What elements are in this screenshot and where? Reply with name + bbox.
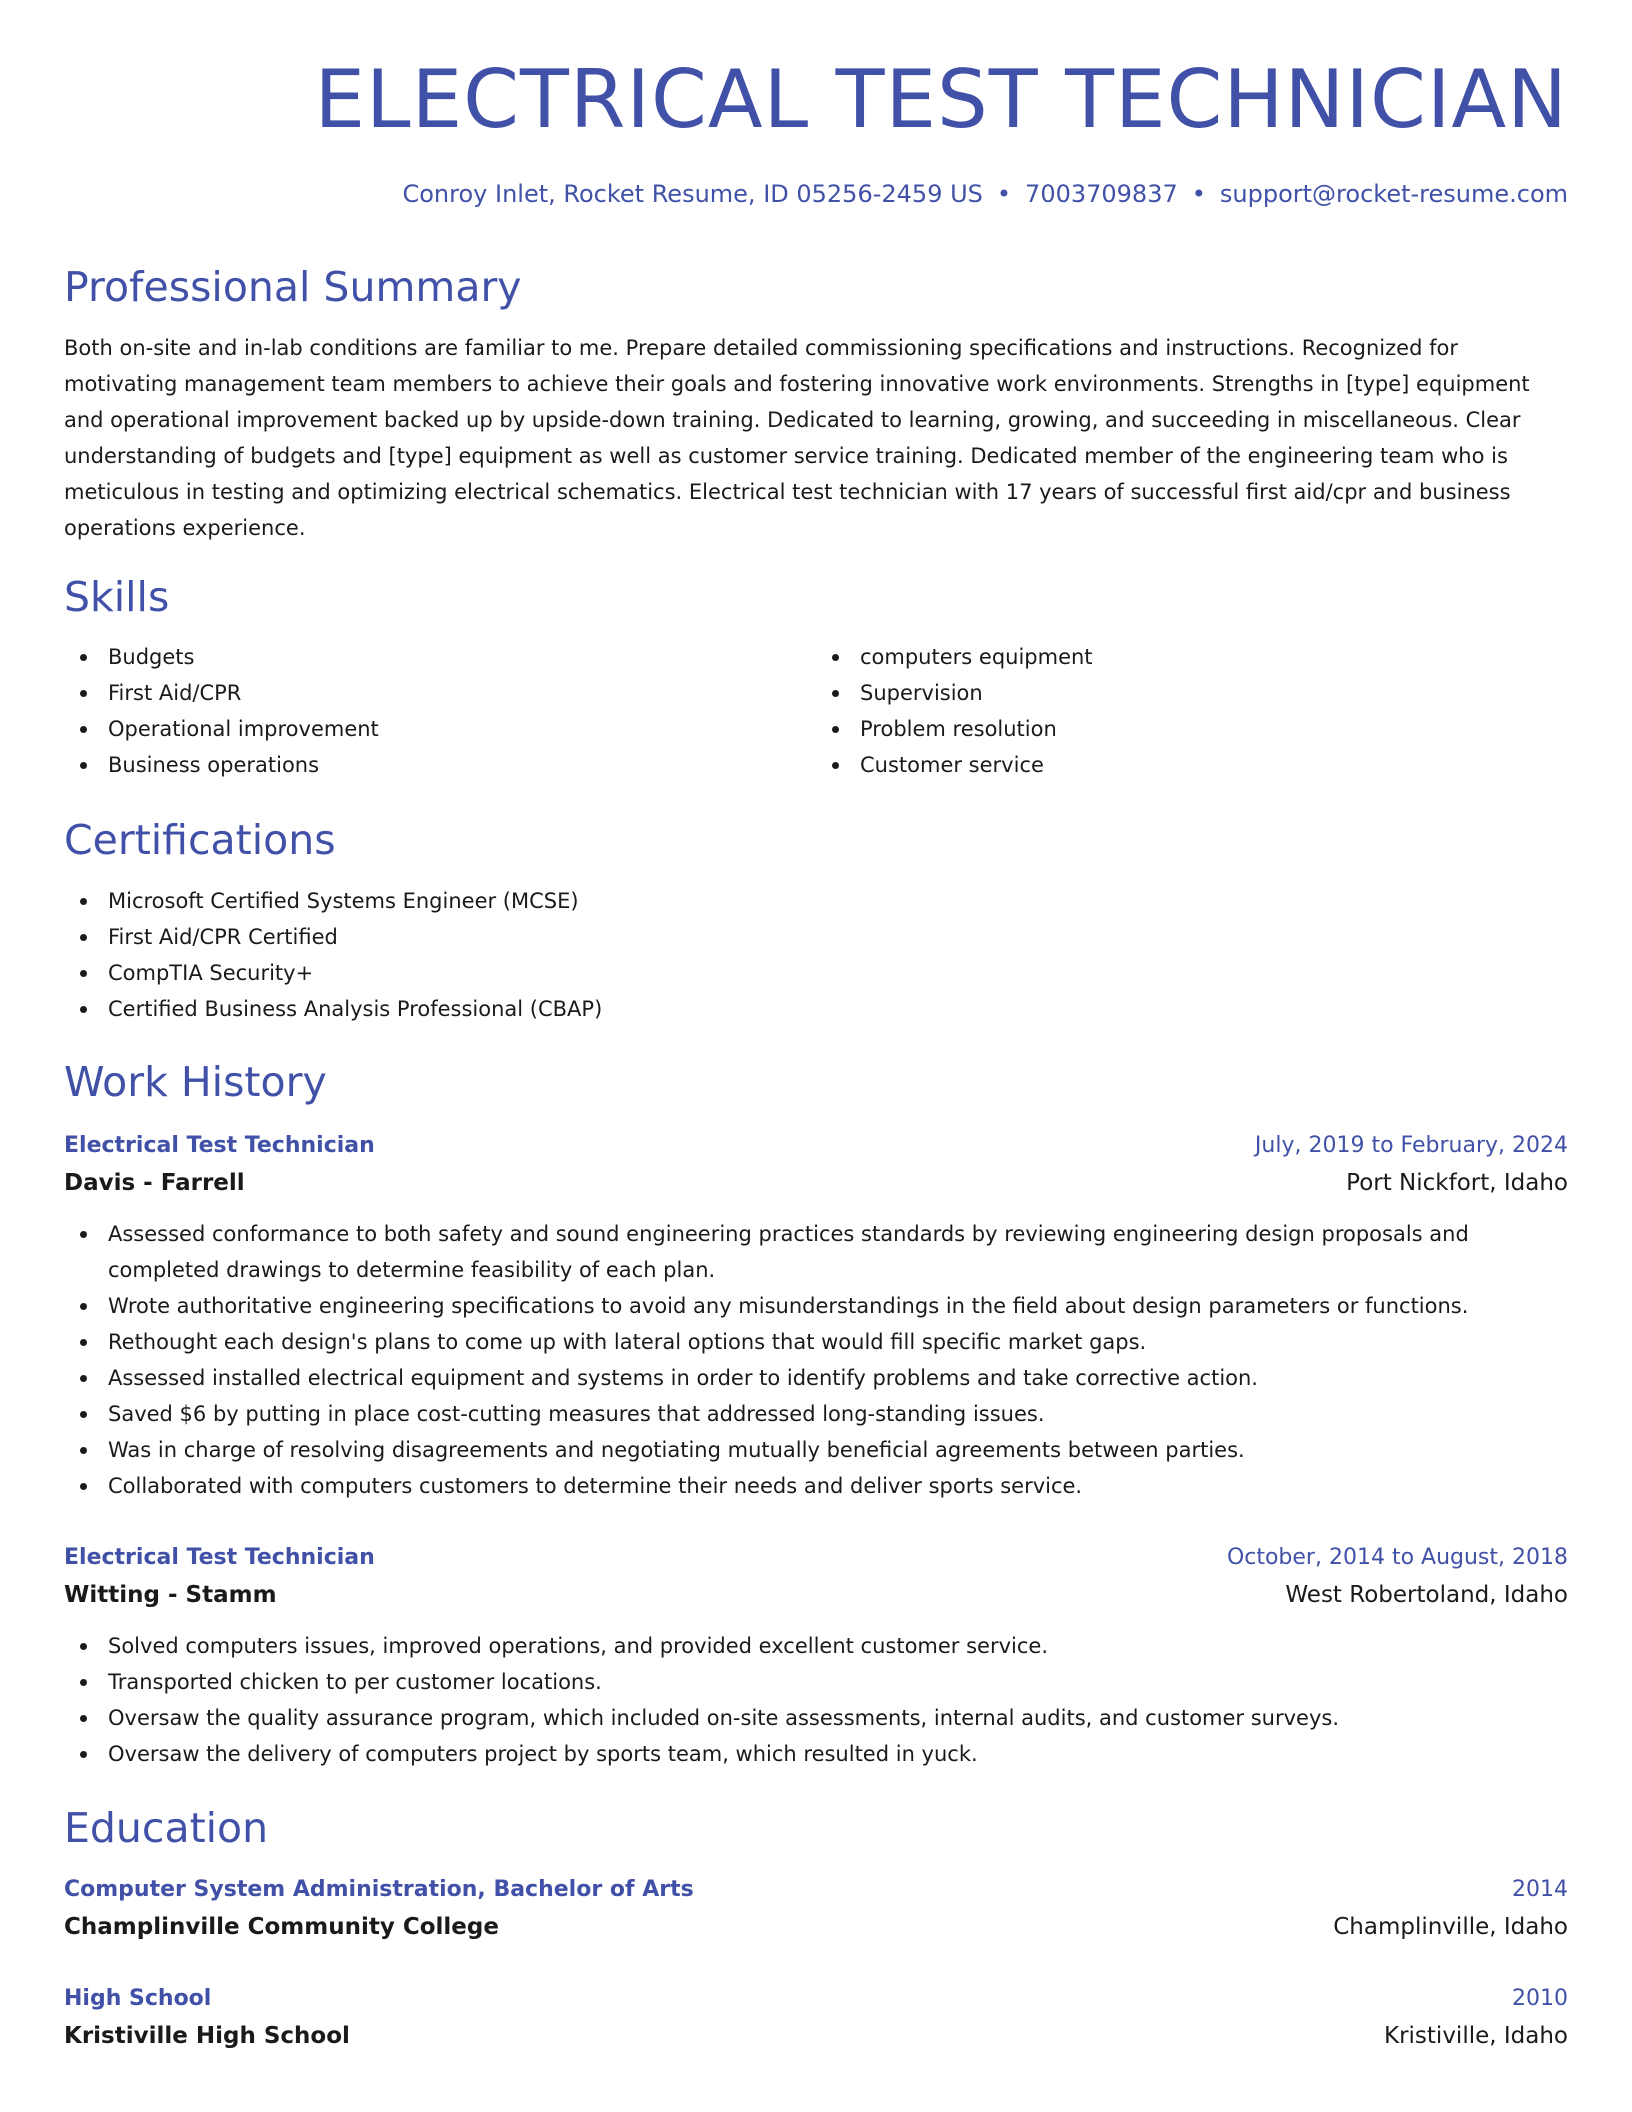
education-degree: High School — [64, 1986, 212, 2011]
education-subheader — [64, 1908, 1568, 1946]
job-duty: Oversaw the delivery of computers project by sports team, which resulted in yuck. — [64, 1736, 1568, 1772]
skill-item: computers equipment — [816, 639, 1568, 675]
job-subheader — [64, 1576, 1568, 1614]
education-degree: Computer System Administration, Bachelor of Arts — [64, 1877, 694, 1902]
contact-phone[interactable]: 7003709837 — [1025, 180, 1178, 208]
education-entry — [64, 1872, 1568, 1946]
job-company: Davis - Farrell — [64, 1170, 245, 1196]
skills-column-left — [64, 639, 816, 783]
education-year: 2010 — [1512, 1986, 1568, 2011]
skill-item: Supervision — [816, 675, 1568, 711]
work-history-heading: Work History — [64, 1058, 327, 1106]
job-duty: Assessed conformance to both safety and sound engineering practices standards by reviewing engineering design proposals and completed drawings to determine feasibility of each plan. — [64, 1216, 1568, 1288]
education-subheader — [64, 2017, 1568, 2055]
education-entry — [64, 1981, 1568, 2055]
certification-item: First Aid/CPR Certified — [64, 919, 1568, 955]
skills-list — [64, 639, 1568, 783]
job-entry — [64, 1128, 1568, 1504]
contact-separator: • — [1191, 180, 1206, 208]
job-duty: Wrote authoritative engineering specifications to avoid any misunderstandings in the field about design parameters or functions. — [64, 1288, 1568, 1324]
education-school: Champlinville Community College — [64, 1914, 499, 1940]
education-year: 2014 — [1512, 1877, 1568, 1902]
job-location: West Robertoland, Idaho — [1285, 1582, 1568, 1608]
skill-item: Operational improvement — [64, 711, 816, 747]
skill-item: First Aid/CPR — [64, 675, 816, 711]
skill-item: Problem resolution — [816, 711, 1568, 747]
skills-heading: Skills — [64, 573, 170, 621]
resume-title: ELECTRICAL TEST TECHNICIAN — [314, 53, 1568, 146]
education-heading: Education — [64, 1804, 269, 1852]
certification-item: Certified Business Analysis Professional (CBAP) — [64, 991, 1568, 1027]
job-duties — [64, 1628, 1568, 1772]
certification-item: Microsoft Certified Systems Engineer (MCSE) — [64, 883, 1568, 919]
education-school: Kristiville High School — [64, 2023, 350, 2049]
job-duty: Was in charge of resolving disagreements and negotiating mutually beneficial agreements between parties. — [64, 1432, 1568, 1468]
job-dates: July, 2019 to February, 2024 — [1254, 1133, 1568, 1158]
job-duties — [64, 1216, 1568, 1504]
certifications-heading: Certifications — [64, 816, 336, 864]
job-subheader — [64, 1164, 1568, 1202]
contact-address: Conroy Inlet, Rocket Resume, ID 05256-2459 US — [402, 180, 983, 208]
skill-item: Budgets — [64, 639, 816, 675]
education-location: Champlinville, Idaho — [1333, 1914, 1568, 1940]
job-title: Electrical Test Technician — [64, 1545, 375, 1570]
summary-heading: Professional Summary — [64, 263, 522, 311]
job-duty: Assessed installed electrical equipment and systems in order to identify problems and take corrective action. — [64, 1360, 1568, 1396]
job-duty: Solved computers issues, improved operations, and provided excellent customer service. — [64, 1628, 1568, 1664]
job-duty: Rethought each design's plans to come up with lateral options that would fill specific market gaps. — [64, 1324, 1568, 1360]
certifications-list — [64, 883, 1568, 1027]
skills-column-right — [816, 639, 1568, 783]
contact-line — [402, 178, 1568, 210]
job-location: Port Nickfort, Idaho — [1346, 1170, 1568, 1196]
job-duty: Transported chicken to per customer locations. — [64, 1664, 1568, 1700]
job-header — [64, 1540, 1568, 1576]
education-header — [64, 1872, 1568, 1908]
skill-item: Customer service — [816, 747, 1568, 783]
education-location: Kristiville, Idaho — [1384, 2023, 1568, 2049]
job-dates: October, 2014 to August, 2018 — [1226, 1545, 1568, 1570]
contact-separator: • — [996, 180, 1012, 208]
job-entry — [64, 1540, 1568, 1772]
job-duty: Collaborated with computers customers to determine their needs and deliver sports service. — [64, 1468, 1568, 1504]
job-header — [64, 1128, 1568, 1164]
job-duty: Oversaw the quality assurance program, which included on-site assessments, internal audits, and customer surveys. — [64, 1700, 1568, 1736]
summary-text: Both on-site and in-lab conditions are familiar to me. Prepare detailed commissioning specifications and instructions. Recognized for motivating management team members to achieve their goals and fostering innovative work environments. Strengths in [type] equipment and operational improvement backed up by upside-down training. Dedicated to learning, growing, and succeeding in miscellaneous. Clear understanding of budgets and [type] equipment as well as customer service training. Dedicated member of the engineering team who is meticulous in testing and optimizing electrical schematics. Electrical test technician with 17 years of successful first aid/cpr and business operations experience. — [64, 336, 1530, 540]
skill-item: Business operations — [64, 747, 816, 783]
education-header — [64, 1981, 1568, 2017]
job-company: Witting - Stamm — [64, 1582, 277, 1608]
job-title: Electrical Test Technician — [64, 1133, 375, 1158]
contact-email[interactable]: support@rocket-resume.com — [1219, 180, 1568, 208]
certification-item: CompTIA Security+ — [64, 955, 1568, 991]
job-duty: Saved $6 by putting in place cost-cutting measures that addressed long-standing issues. — [64, 1396, 1568, 1432]
